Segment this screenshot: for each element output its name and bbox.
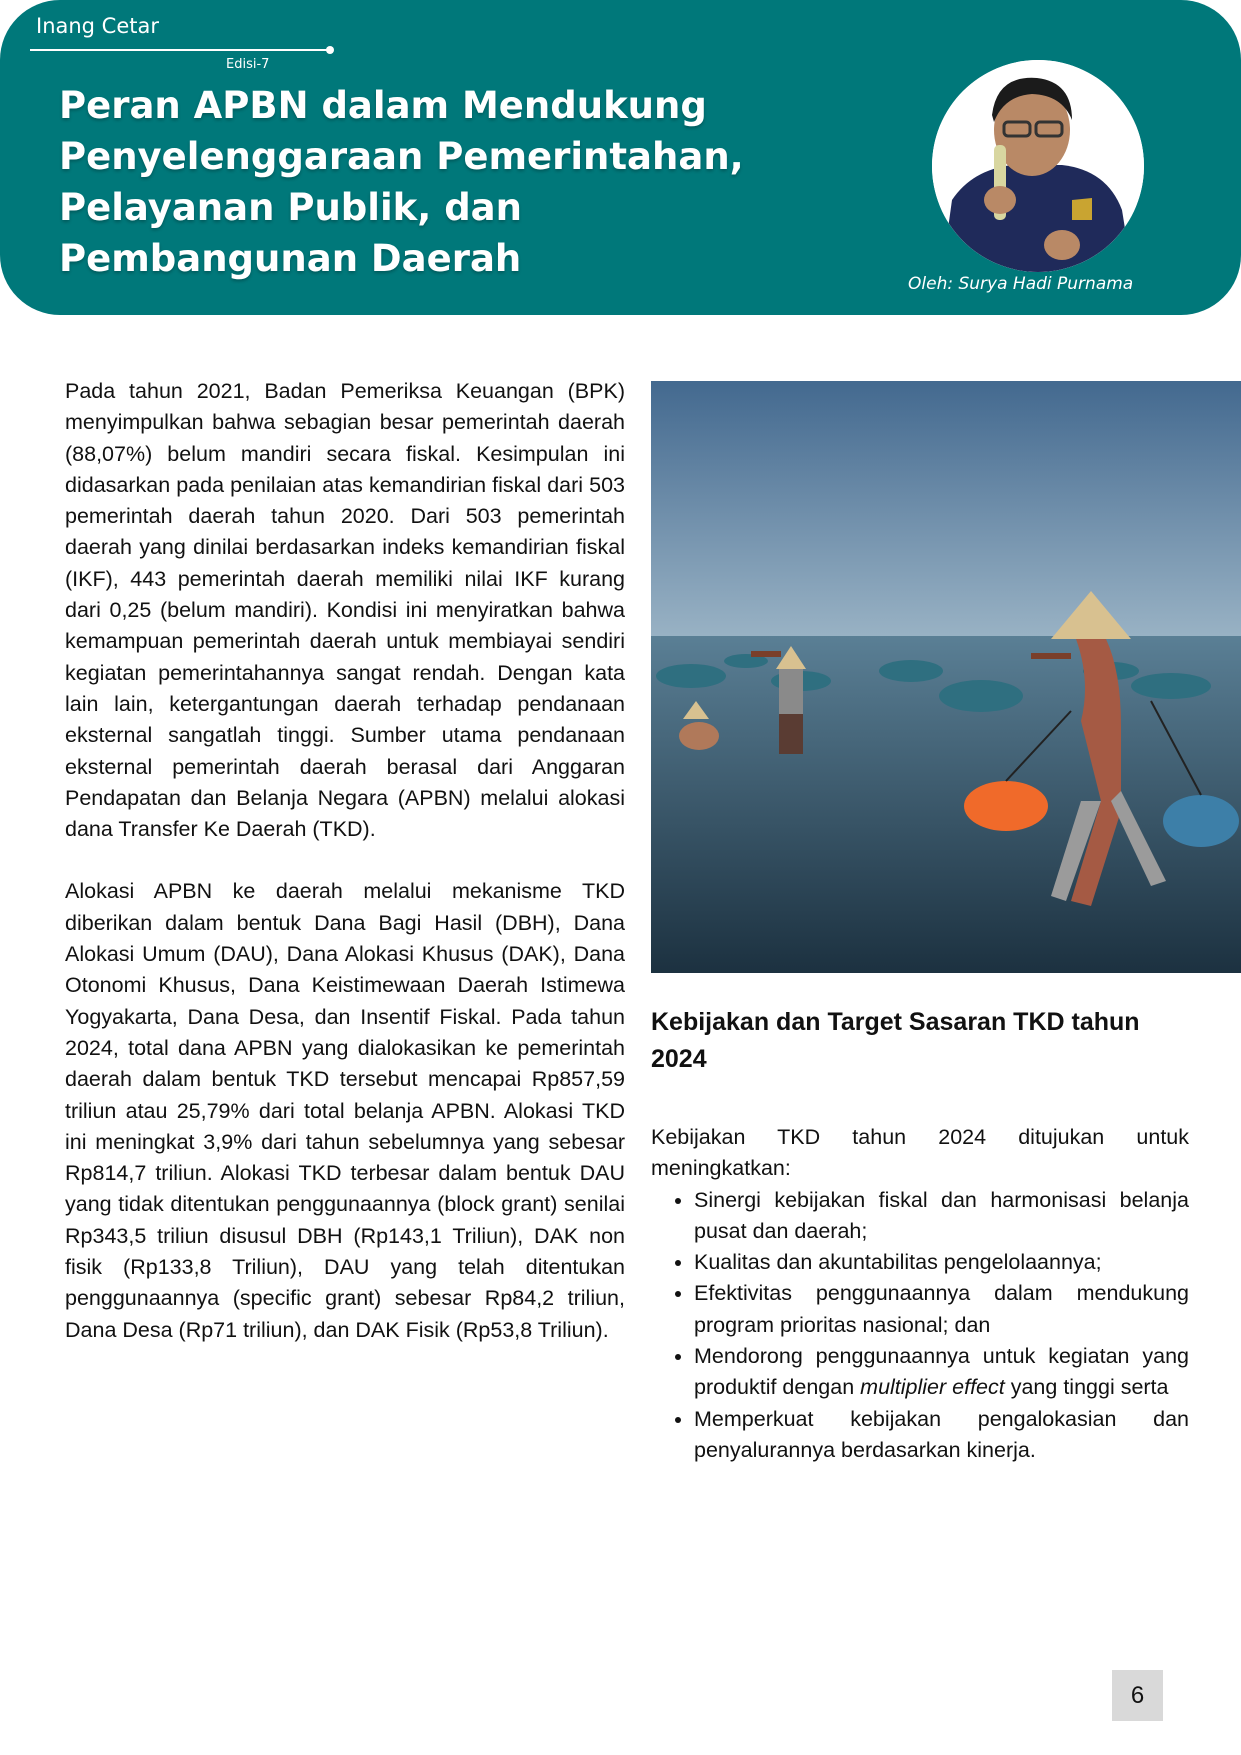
divider-dot	[326, 46, 334, 54]
sidebar-section	[651, 1004, 1189, 1466]
author-portrait-icon	[932, 60, 1144, 272]
list-item-text: Sinergi kebijakan fiskal dan harmonisasi belanja pusat dan daerah;	[694, 1187, 1189, 1243]
brand-name: Inang Cetar	[36, 14, 160, 38]
list-item-text: yang tinggi serta	[1004, 1375, 1169, 1400]
header-divider	[30, 49, 330, 51]
author-photo	[932, 60, 1144, 272]
section-heading: Kebijakan dan Target Sasaran TKD tahun 2024	[651, 1008, 1140, 1073]
list-item-text: Efektivitas penggunaannya dalam mendukung program prioritas nasional; dan	[694, 1281, 1189, 1337]
list-item	[694, 1185, 1189, 1248]
policy-list	[651, 1185, 1189, 1467]
paragraph-allocation: Alokasi APBN ke daerah melalui mekanisme TKD diberikan dalam bentuk Dana Bagi Hasil (DBH), Dana Alokasi Umum (DAU), Dana Alokasi Khusus (DAK), Dana Otonomi Khusus, Dana Keistimewaan Daerah Istimewa Yogyakarta, Dana Desa, dan Insentif Fiskal. Pada tahun 2024, total dana APBN yang dialokasikan ke pemerintah daerah dalam bentuk TKD tersebut mencapai Rp857,59 triliun atau 25,79% dari total belanja APBN. Alokasi TKD ini meningkat 3,9% dari tahun sebelumnya yang sebesar Rp814,7 triliun. Alokasi TKD terbesar dalam bentuk DAU yang tidak ditentukan penggunaannya (block grant) senilai Rp343,5 triliun disusul DBH (Rp143,1 Triliun), DAK non fisik (Rp133,8 Triliun), DAU yang telah ditentukan penggunaannya (specific grant) sebesar Rp84,2 triliun, Dana Desa (Rp71 triliun), dan DAK Fisik (Rp53,8 Triliun).	[65, 879, 625, 1342]
author-byline: Oleh: Surya Hadi Purnama	[908, 274, 1134, 294]
list-item	[694, 1404, 1189, 1467]
list-item-text: Memperkuat kebijakan pengalokasian dan penyalurannya berdasarkan kinerja.	[694, 1406, 1189, 1462]
beach-photo	[651, 381, 1241, 973]
list-item-emphasis: multiplier effect	[860, 1375, 1005, 1400]
list-item	[694, 1341, 1189, 1404]
header-banner	[0, 0, 1241, 315]
page-number: 6	[1112, 1670, 1163, 1721]
list-item	[694, 1278, 1189, 1341]
beach-scene-image	[651, 381, 1241, 973]
list-item	[694, 1247, 1189, 1278]
paragraph-intro: Pada tahun 2021, Badan Pemeriksa Keuangan (BPK) menyimpulkan bahwa sebagian besar pemerintah daerah (88,07%) belum mandiri secara fiskal. Kesimpulan ini didasarkan pada penilaian atas kemandirian fiskal dari 503 pemerintah daerah tahun 2020. Dari 503 pemerintah daerah yang dinilai berdasarkan indeks kemandirian fiskal (IKF), 443 pemerintah daerah memiliki nilai IKF kurang dari 0,25 (belum mandiri). Kondisi ini menyiratkan bahwa kemampuan pemerintah daerah untuk membiayai sendiri kegiatan pemerintahannya sangat rendah. Dengan kata lain lain, ketergantungan daerah terhadap pendanaan eksternal sangatlah tinggi. Sumber utama pendanaan eksternal pemerintah daerah berasal dari Anggaran Pendapatan dan Belanja Negara (APBN) melalui alokasi dana Transfer Ke Daerah (TKD).	[65, 379, 625, 842]
list-item-text: Kualitas dan akuntabilitas pengelolaannya;	[694, 1250, 1102, 1275]
list-item-text: Mendorong penggunaannya untuk kegiatan yang produktif dengan	[694, 1344, 1189, 1400]
edition-label: Edisi-7	[226, 57, 270, 72]
main-article-body	[65, 376, 625, 1377]
section-intro: Kebijakan TKD tahun 2024 ditujukan untuk meningkatkan:	[651, 1125, 1189, 1181]
article-title: Peran APBN dalam Mendukung Penyelenggaraan Pemerintahan, Pelayanan Publik, dan Pembangunan Daerah	[59, 84, 744, 280]
